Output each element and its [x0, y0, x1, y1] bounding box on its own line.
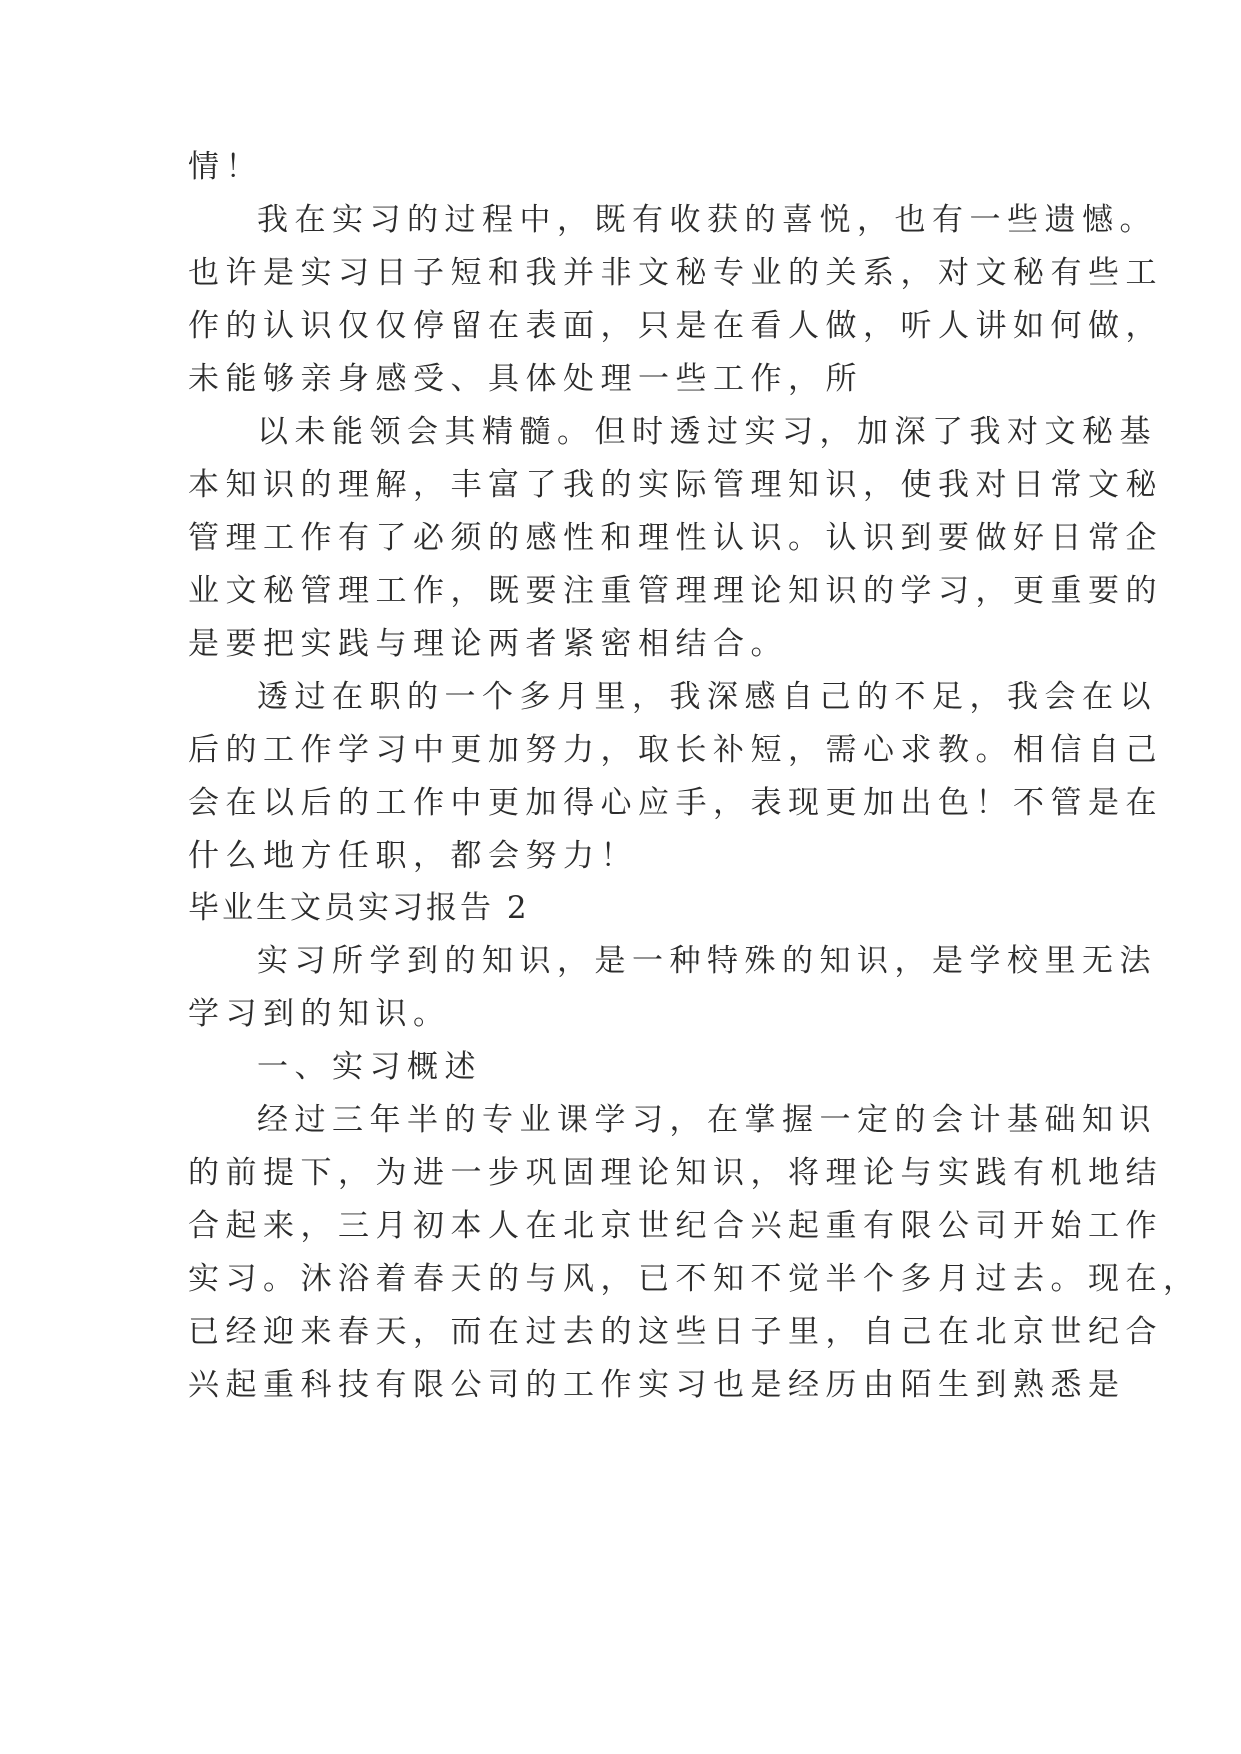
paragraph-line: 我在实习的过程中，既有收获的喜悦，也有一些遗憾。: [257, 202, 1157, 238]
paragraph-line: 本知识的理解，丰富了我的实际管理知识，使我对日常文秘: [188, 467, 1163, 503]
paragraph-line: 兴起重科技有限公司的工作实习也是经历由陌生到熟悉是: [188, 1367, 1126, 1403]
section-heading: 毕业生文员实习报告 2: [188, 890, 530, 926]
paragraph-line: 管理工作有了必须的感性和理性认识。认识到要做好日常企: [188, 520, 1163, 556]
paragraph-line: 经过三年半的专业课学习，在掌握一定的会计基础知识: [257, 1102, 1157, 1138]
paragraph-line: 实习。沐浴着春天的与风，已不知不觉半个多月过去。现在，: [188, 1261, 1201, 1297]
paragraph-line: 已经迎来春天，而在过去的这些日子里，自己在北京世纪合: [188, 1314, 1163, 1350]
paragraph-line: 作的认识仅仅停留在表面，只是在看人做，听人讲如何做，: [188, 308, 1163, 344]
paragraph-line: 学习到的知识。: [188, 996, 451, 1032]
paragraph-line: 合起来，三月初本人在北京世纪合兴起重有限公司开始工作: [188, 1208, 1163, 1244]
paragraph-line: 实习所学到的知识，是一种特殊的知识，是学校里无法: [257, 943, 1157, 979]
paragraph-line: 以未能领会其精髓。但时透过实习，加深了我对文秘基: [257, 414, 1157, 450]
paragraph-line: 是要把实践与理论两者紧密相结合。: [188, 626, 788, 662]
subsection-heading: 一、实习概述: [257, 1049, 482, 1085]
paragraph-line: 后的工作学习中更加努力，取长补短，需心求教。相信自己: [188, 732, 1163, 768]
paragraph-line: 的前提下，为进一步巩固理论知识，将理论与实践有机地结: [188, 1155, 1163, 1191]
paragraph-line: 透过在职的一个多月里，我深感自己的不足，我会在以: [257, 679, 1157, 715]
paragraph-line: 会在以后的工作中更加得心应手，表现更加出色！不管是在: [188, 785, 1163, 821]
paragraph-line: 未能够亲身感受、具体处理一些工作，所: [188, 361, 863, 397]
paragraph-line: 情！: [188, 149, 263, 185]
paragraph-line: 业文秘管理工作，既要注重管理理论知识的学习，更重要的: [188, 573, 1163, 609]
paragraph-line: 也许是实习日子短和我并非文秘专业的关系，对文秘有些工: [188, 255, 1163, 291]
paragraph-line: 什么地方任职，都会努力！: [188, 838, 638, 874]
